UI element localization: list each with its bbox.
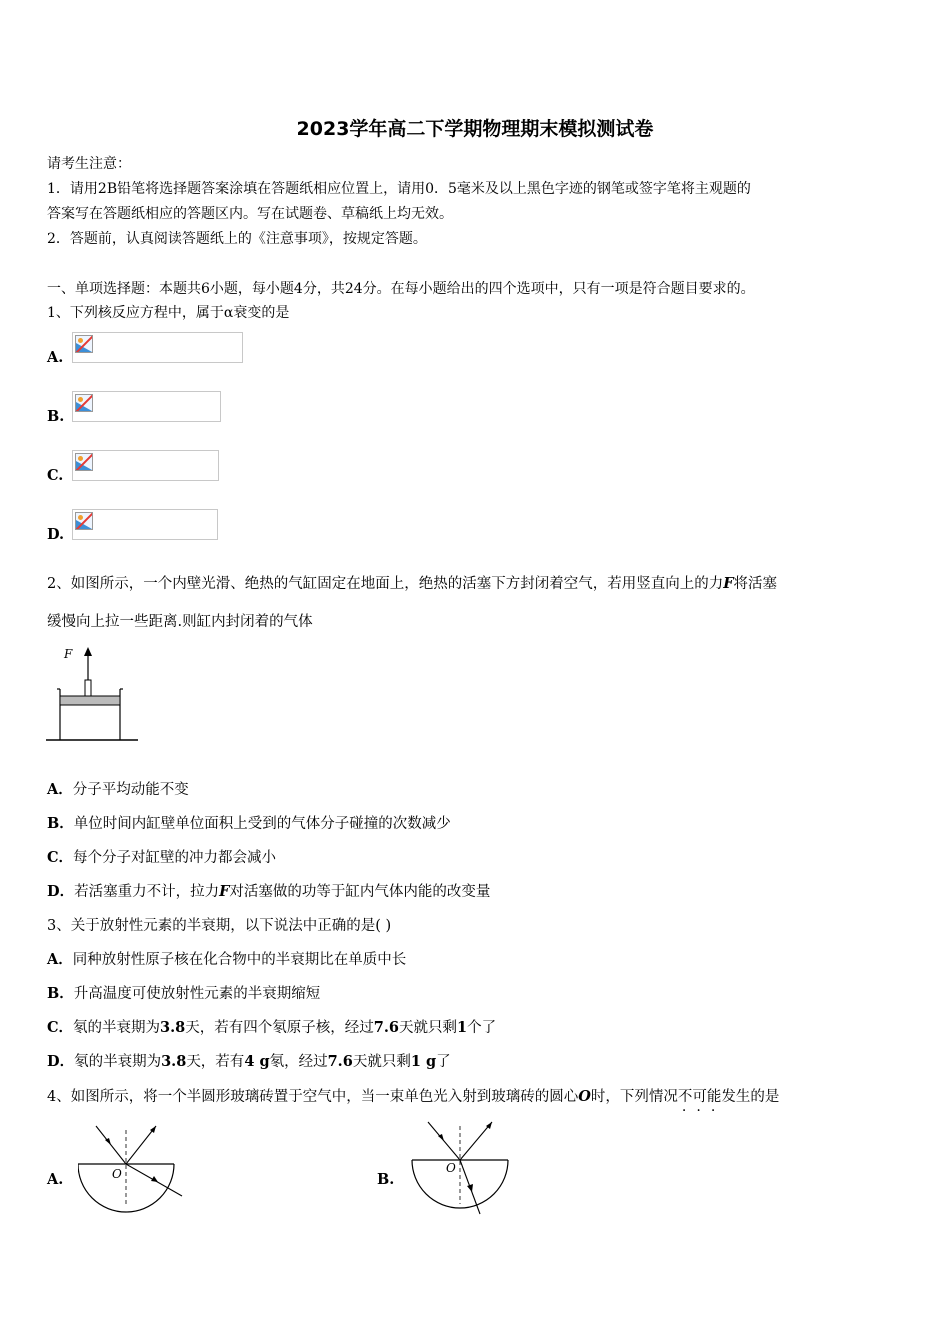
broken-image-icon [75,512,93,530]
q3-option-a-text: 同种放射性原子核在化合物中的半衰期比在单质中长 [72,952,407,968]
q3-option-d-number-2: 4 g [244,1053,270,1070]
q1-option-c-label: C. [47,467,64,484]
q4-option-a-figure [78,1120,190,1216]
q2-option-c-text: 每个分子对缸壁的冲力都会减小 [73,850,277,866]
q2-option-b-label: B． [47,815,74,832]
q3-option-c-number-2: 7.6 [373,1019,400,1036]
q1-option-c-image [72,450,219,481]
q2-stem-line-1 [47,572,777,593]
section-heading: 一、单项选择题：本题共6小题，每小题4分，共24分。在每小题给出的四个选项中，只有一项是符合题目要求的。 [47,281,755,297]
q3-option-d-number-3: 7.6 [327,1053,353,1070]
q1-option-d-image [72,509,218,540]
q2-option-a-text: 分子平均动能不变 [72,782,189,798]
q3-option-a-label: A． [47,951,73,968]
q3-stem: 3、关于放射性元素的半衰期，以下说法中正确的是( ) [47,918,392,934]
q2-option-b-text: 单位时间内缸壁单位面积上受到的气体分子碰撞的次数减少 [73,816,451,832]
broken-image-icon [75,335,93,353]
q3-option-d-text-d: 天就只剩 [352,1054,411,1070]
q2-stem-part-a: 2、如图所示，一个内壁光滑、绝热的气缸固定在地面上，绝热的活塞下方封闭着空气，若用竖直向上的力 [47,576,724,592]
q3-option-d [47,1050,451,1071]
q3-option-c-number-1: 3.8 [160,1019,186,1036]
q4-option-b-label: B. [377,1171,395,1188]
q1-option-a-image [72,332,243,363]
q3-option-b [47,982,320,1003]
q1-option-b-label: B. [47,408,65,425]
q4-stem-part-b: 时，下列情况 [590,1089,678,1105]
q3-option-d-text-e: 了 [436,1054,451,1070]
q2-option-d [47,880,490,901]
q2-option-d-text-a: 若活塞重力不计，拉力 [74,884,220,900]
q1-option-a-label: A. [47,349,64,366]
q3-option-c-label: C． [47,1019,74,1036]
q2-stem-line-2: 缓慢向上拉一些距离.则缸内封闭着的气体 [47,614,313,630]
q4-option-b-figure [408,1118,520,1218]
notice-line-3: 2．答题前，认真阅读答题纸上的《注意事项》，按规定答题。 [47,231,427,247]
q2-option-c-label: C． [47,849,74,866]
q4-option-a-center-label: O [112,1167,122,1181]
q3-option-d-text-a: 氡的半衰期为 [74,1054,162,1070]
q3-option-d-label: D． [47,1053,75,1070]
q2-force-symbol: F [723,575,734,592]
q2-option-b [47,812,451,833]
q2-stem-part-b: 将活塞 [733,576,778,592]
q4-option-a-label: A. [47,1171,64,1188]
q3-option-a [47,948,406,969]
broken-image-icon [75,453,93,471]
broken-image-icon [75,394,93,412]
q2-cylinder-figure [44,644,140,744]
q3-option-d-number-1: 3.8 [161,1053,187,1070]
q3-option-b-text: 升高温度可使放射性元素的半衰期缩短 [73,986,321,1002]
q4-center-symbol: O [578,1088,591,1105]
notice-line-2: 答案写在答题纸相应的答题区内。写在试题卷、草稿纸上均无效。 [47,206,453,222]
q3-option-b-label: B． [47,985,74,1002]
q2-option-a-label: A． [47,781,73,798]
q3-option-d-text-b: 天，若有 [186,1054,245,1070]
q2-option-d-label: D． [47,883,75,900]
q3-option-c-number-3: 1 [457,1019,468,1036]
q3-option-c-text-d: 个了 [467,1020,497,1036]
q2-option-a [47,778,189,799]
q3-option-d-text-c: 氡，经过 [269,1054,328,1070]
q4-option-b-center-label: O [446,1161,456,1175]
q4-emphasis-char-1: 不 [677,1089,693,1105]
q4-stem-part-a: 4、如图所示，将一个半圆形玻璃砖置于空气中，当一束单色光入射到玻璃砖的圆心 [47,1089,579,1105]
q2-option-d-force-symbol: F [219,883,230,900]
q2-option-d-text-b: 对活塞做的功等于缸内气体内能的改变量 [229,884,491,900]
q3-option-c-text-b: 天，若有四个氡原子核，经过 [185,1020,374,1036]
page-title: 2023学年高二下学期物理期末模拟测试卷 [296,118,654,140]
q1-option-b-image [72,391,221,422]
q4-stem [47,1085,779,1106]
q2-figure-force-label: F [64,647,73,661]
notice-line-1: 1．请用2B铅笔将选择题答案涂填在答题纸相应位置上，请用0．5毫米及以上黑色字迹的钢笔或签字笔将主观题的 [47,181,751,197]
q1-option-d-label: D. [47,526,65,543]
q4-stem-part-c: 发生的是 [721,1089,780,1105]
q4-emphasis-char-2: 可 [692,1089,707,1105]
q3-option-c-text-c: 天就只剩 [399,1020,458,1036]
q3-option-d-number-4: 1 g [410,1053,437,1070]
q1-stem: 1、下列核反应方程中，属于α衰变的是 [47,305,290,321]
notice-heading: 请考生注意： [47,156,131,172]
q4-emphasis-char-3: 能 [706,1089,722,1105]
q3-option-c [47,1016,496,1037]
q2-option-c [47,846,276,867]
q3-option-c-text-a: 氡的半衰期为 [73,1020,161,1036]
